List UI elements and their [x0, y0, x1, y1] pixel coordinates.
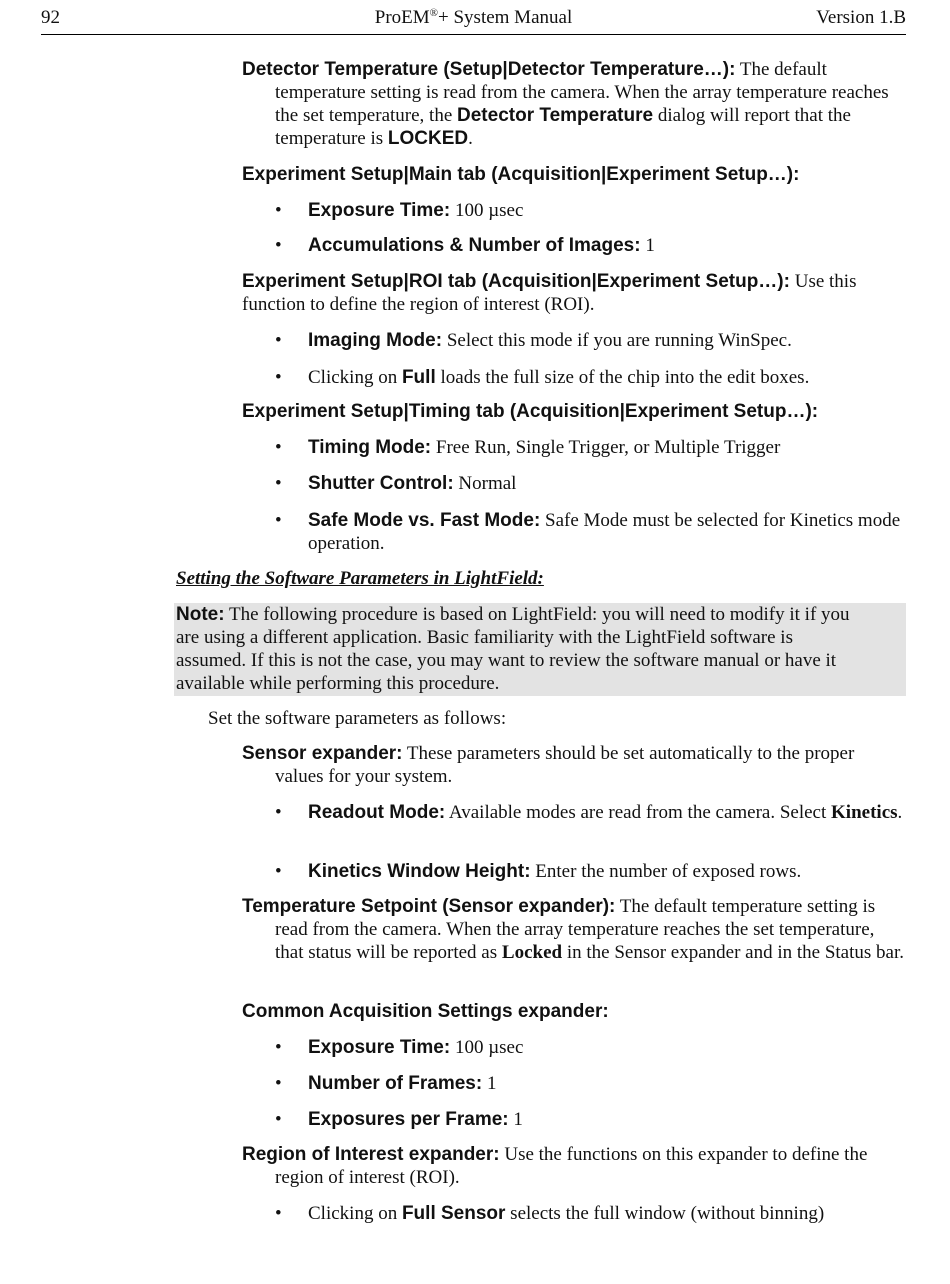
bullet-icon: • [275, 1109, 282, 1130]
bullet-icon: • [275, 1203, 282, 1224]
bullet-icon: • [275, 200, 282, 221]
section-title: Setting the Software Parameters in LightField: [176, 568, 544, 589]
bullet-icon: • [275, 473, 282, 494]
manual-title: ProEM®+ System Manual [374, 7, 573, 28]
roi-expander-paragraph: Region of Interest expander: Use the functions on this expander to define the region of interest (ROI). [242, 1144, 868, 1188]
detector-temperature-paragraph: Detector Temperature (Setup|Detector Temperature…): The default temperature setting is read from the camera. When the array temperature reaches the set temperature, the Detector Temperature dialog will report that the temperature is LOCKED. [242, 59, 889, 149]
roi-tab-paragraph: Experiment Setup|ROI tab (Acquisition|Experiment Setup…): Use this function to define the region of interest (ROI). [242, 271, 857, 315]
note-label: Note: [176, 604, 225, 625]
page-number: 92 [41, 7, 60, 28]
version-label: Version 1.B [816, 7, 906, 28]
bullet-icon: • [275, 861, 282, 882]
bullet-icon: • [275, 330, 282, 351]
bullet-icon: • [275, 437, 282, 458]
common-acquisition-heading: Common Acquisition Settings expander: [242, 1001, 609, 1022]
header-rule [41, 34, 906, 35]
bullet-icon: • [275, 1037, 282, 1058]
page-header [41, 6, 906, 30]
temperature-setpoint-paragraph: Temperature Setpoint (Sensor expander): The default temperature setting is read from the camera. When the array temperature reaches the set temperature, that status will be reported as Locked in the Sensor expander and in the Status bar. [242, 896, 905, 963]
bullet-icon: • [275, 235, 282, 256]
bullet-icon: • [275, 367, 282, 388]
note-box: Note: The following procedure is based on LightField: you will need to modify it if you are using a different application. Basic familiarity with the LightField software is assumed. If this is not the case, you may want to review the software manual or have it available while performing this procedure. [174, 603, 906, 696]
registered-mark: ® [429, 7, 439, 19]
bullet-icon: • [275, 510, 282, 531]
main-tab-heading: Experiment Setup|Main tab (Acquisition|Experiment Setup…): [242, 164, 800, 185]
bullet-icon: • [275, 802, 282, 823]
sensor-expander-paragraph: Sensor expander: These parameters should be set automatically to the proper values for your system. [242, 743, 855, 787]
bullet-icon: • [275, 1073, 282, 1094]
timing-tab-heading: Experiment Setup|Timing tab (Acquisition|Experiment Setup…): [242, 401, 819, 422]
intro-text: Set the software parameters as follows: [208, 708, 507, 729]
